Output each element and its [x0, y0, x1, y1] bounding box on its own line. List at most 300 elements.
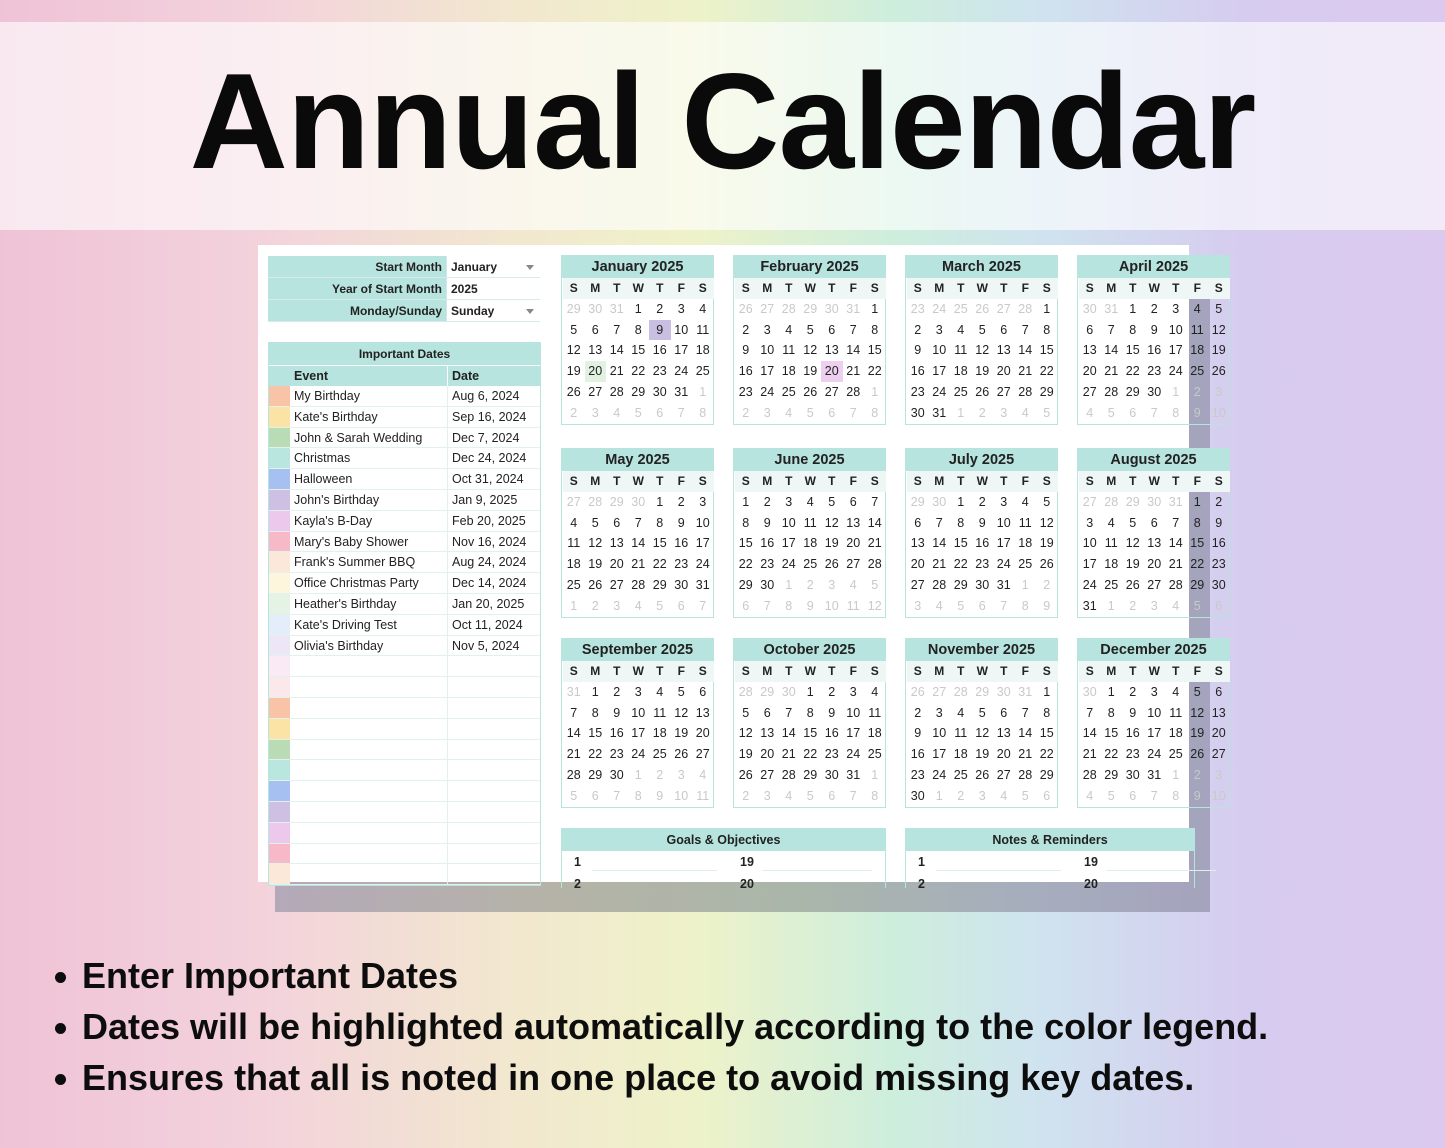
day-cell: 19: [975, 747, 990, 762]
important-date-row[interactable]: [269, 823, 540, 844]
day-cell: 22: [631, 364, 646, 379]
day-cell: 10: [1147, 705, 1162, 720]
day-cell: 25: [867, 747, 882, 762]
day-cell: 14: [1168, 536, 1183, 551]
week-start-select[interactable]: [446, 300, 540, 321]
event-cell[interactable]: John & Sarah Wedding: [294, 430, 423, 445]
date-cell[interactable]: Aug 6, 2024: [447, 386, 540, 406]
color-swatch: [269, 573, 290, 593]
day-cell-other-month: 1: [699, 384, 707, 399]
day-cell-other-month: 4: [935, 598, 943, 613]
day-cell: 28: [609, 384, 624, 399]
event-cell[interactable]: [292, 864, 447, 884]
month-title: February 2025: [734, 255, 885, 278]
setting-label: Monday/Sunday: [268, 300, 446, 321]
month-title: May 2025: [562, 448, 713, 471]
day-cell: 31: [996, 577, 1011, 592]
day-cell: 9: [978, 515, 986, 530]
important-date-row[interactable]: [269, 469, 540, 490]
day-cell: 13: [609, 536, 624, 551]
day-cell-other-month: 27: [996, 301, 1011, 316]
day-cell: 24: [846, 747, 861, 762]
weekday-header: M: [929, 661, 951, 682]
important-date-row[interactable]: [269, 407, 540, 428]
event-cell[interactable]: [292, 844, 447, 864]
day-cell: 7: [849, 322, 857, 337]
event-cell[interactable]: Office Christmas Party: [294, 576, 419, 591]
day-cell-other-month: 8: [1172, 405, 1180, 420]
important-date-row[interactable]: [269, 573, 540, 594]
day-cell: 27: [695, 747, 710, 762]
color-swatch: [269, 615, 290, 635]
day-cell: 8: [1107, 705, 1115, 720]
day-cell: 6: [763, 705, 771, 720]
day-cell: 16: [824, 726, 839, 741]
day-cell: 18: [652, 726, 667, 741]
day-cell: 18: [953, 364, 968, 379]
day-cell-other-month: 4: [1021, 405, 1029, 420]
day-cell-other-month: 2: [742, 405, 750, 420]
important-date-row[interactable]: [269, 386, 540, 407]
date-cell[interactable]: [447, 864, 540, 884]
day-cell-other-month: 29: [803, 301, 818, 316]
event-cell[interactable]: John's Birthday: [294, 492, 380, 507]
day-cell-other-month: 28: [1018, 301, 1033, 316]
day-cell: 5: [677, 684, 685, 699]
day-cell-other-month: 30: [588, 301, 603, 316]
day-cell: 29: [803, 767, 818, 782]
color-swatch: [269, 511, 290, 531]
day-cell: 28: [1018, 384, 1033, 399]
day-cell: 17: [846, 726, 861, 741]
day-cell: 16: [910, 747, 925, 762]
day-cell: 2: [828, 684, 836, 699]
day-cell: 16: [674, 536, 689, 551]
day-cell-other-month: 26: [910, 684, 925, 699]
day-cell-other-month: 7: [677, 405, 685, 420]
setting-start-month: [268, 256, 540, 278]
day-cell: 20: [760, 747, 775, 762]
day-cell-other-month: 2: [1193, 767, 1201, 782]
day-cell-other-month: 3: [1215, 767, 1223, 782]
date-cell[interactable]: [447, 844, 540, 864]
weekday-header: T: [993, 471, 1015, 492]
event-cell[interactable]: Christmas: [294, 451, 351, 466]
day-cell: 13: [695, 705, 710, 720]
important-date-row[interactable]: [269, 552, 540, 573]
weekday-header: F: [671, 471, 693, 492]
month-title: August 2025: [1078, 448, 1229, 471]
day-cell-other-month: 7: [613, 788, 621, 803]
day-cell-other-month: 4: [634, 598, 642, 613]
date-cell[interactable]: Nov 16, 2024: [447, 532, 540, 552]
month-calendar: [561, 638, 714, 808]
date-cell[interactable]: [447, 719, 540, 739]
day-cell: 1: [1193, 494, 1201, 509]
day-cell: 21: [631, 557, 646, 572]
day-cell: 3: [634, 684, 642, 699]
month-title: October 2025: [734, 638, 885, 661]
day-cell: 5: [1129, 515, 1137, 530]
day-cell: 27: [760, 767, 775, 782]
notes-row[interactable]: [906, 873, 1194, 895]
day-cell: 30: [760, 577, 775, 592]
day-cell-other-month: 6: [828, 788, 836, 803]
day-cell: 21: [932, 557, 947, 572]
day-cell: 28: [1168, 577, 1183, 592]
day-cell-other-month: 29: [609, 494, 624, 509]
day-cell: 13: [996, 726, 1011, 741]
important-date-row[interactable]: [269, 844, 540, 865]
date-cell[interactable]: [447, 802, 540, 822]
day-cell: 2: [742, 322, 750, 337]
color-swatch: [269, 677, 290, 697]
color-swatch: [269, 552, 290, 572]
event-cell[interactable]: Kate's Birthday: [294, 409, 378, 424]
date-cell[interactable]: [447, 677, 540, 697]
date-cell[interactable]: Dec 7, 2024: [447, 428, 540, 448]
day-cell: 9: [677, 515, 685, 530]
day-cell-other-month: 1: [935, 788, 943, 803]
day-cell-other-month: 28: [738, 684, 753, 699]
day-cell-other-month: 9: [656, 788, 664, 803]
event-cell[interactable]: Olivia's Birthday: [294, 638, 384, 653]
day-cell: 6: [1000, 322, 1008, 337]
date-cell[interactable]: Sep 16, 2024: [447, 407, 540, 427]
date-cell[interactable]: Jan 20, 2025: [447, 594, 540, 614]
important-date-row[interactable]: [269, 802, 540, 823]
date-cell[interactable]: Dec 14, 2024: [447, 573, 540, 593]
weekday-header: T: [606, 471, 628, 492]
day-cell: 13: [760, 726, 775, 741]
day-cell: 1: [634, 301, 642, 316]
start-year-input[interactable]: [446, 278, 540, 299]
weekday-header: T: [778, 471, 800, 492]
day-cell: 4: [1107, 515, 1115, 530]
day-cell-other-month: 7: [1000, 598, 1008, 613]
day-cell: 18: [953, 747, 968, 762]
day-cell: 31: [1147, 767, 1162, 782]
day-cell: 26: [975, 384, 990, 399]
date-cell[interactable]: Dec 24, 2024: [447, 448, 540, 468]
important-date-row[interactable]: [269, 594, 540, 615]
day-cell: 23: [674, 557, 689, 572]
date-cell[interactable]: [447, 781, 540, 801]
day-cell-other-month: 2: [978, 405, 986, 420]
day-cell: 31: [932, 405, 947, 420]
month-calendar: [905, 255, 1058, 425]
day-cell: 27: [846, 557, 861, 572]
day-cell: 7: [871, 494, 879, 509]
event-cell[interactable]: [292, 802, 447, 822]
month-grid: [1078, 471, 1229, 617]
important-dates-header: [269, 365, 540, 386]
day-cell: 3: [849, 684, 857, 699]
day-cell: 11: [1190, 322, 1204, 337]
day-cell: 11: [1104, 536, 1118, 551]
day-cell-other-month: 31: [566, 684, 581, 699]
important-date-row[interactable]: [269, 615, 540, 636]
day-cell-other-month: 29: [910, 494, 925, 509]
weekday-header: W: [628, 661, 650, 682]
day-cell: 3: [935, 705, 943, 720]
day-cell: 7: [1086, 705, 1094, 720]
day-cell: 15: [738, 536, 753, 551]
day-cell: 11: [803, 515, 817, 530]
date-cell[interactable]: Oct 31, 2024: [447, 469, 540, 489]
day-cell-other-month: 10: [824, 598, 839, 613]
day-cell: 8: [1043, 705, 1051, 720]
important-date-row[interactable]: [269, 719, 540, 740]
day-cell: 8: [742, 515, 750, 530]
day-cell-other-month: 10: [1211, 405, 1226, 420]
day-cell: 6: [914, 515, 922, 530]
day-cell: 1: [957, 494, 965, 509]
date-cell[interactable]: [447, 698, 540, 718]
day-cell: 8: [957, 515, 965, 530]
date-cell[interactable]: [447, 656, 540, 676]
important-date-row[interactable]: [269, 781, 540, 802]
day-cell: 23: [975, 557, 990, 572]
important-date-row[interactable]: [269, 490, 540, 511]
day-cell: 16: [609, 726, 624, 741]
weekday-header: F: [843, 661, 865, 682]
date-cell[interactable]: [447, 760, 540, 780]
day-cell: 30: [910, 788, 925, 803]
day-cell-other-month: 3: [613, 598, 621, 613]
month-title: June 2025: [734, 448, 885, 471]
month-title: November 2025: [906, 638, 1057, 661]
date-cell[interactable]: Jan 9, 2025: [447, 490, 540, 510]
day-cell: 14: [781, 726, 796, 741]
day-cell: 3: [699, 494, 707, 509]
day-cell-other-month: 8: [871, 788, 879, 803]
day-cell: 7: [570, 705, 578, 720]
day-cell-other-month: 26: [738, 301, 753, 316]
chevron-down-icon[interactable]: [526, 309, 534, 314]
event-cell[interactable]: [292, 698, 447, 718]
weekday-header: T: [606, 661, 628, 682]
day-cell: 2: [656, 301, 664, 316]
day-cell: 10: [781, 515, 796, 530]
chevron-down-icon[interactable]: [526, 265, 534, 270]
day-cell: 14: [867, 515, 882, 530]
day-cell: 6: [849, 494, 857, 509]
weekday-header: W: [972, 278, 994, 299]
important-date-row[interactable]: [269, 740, 540, 761]
day-cell: 12: [1211, 322, 1226, 337]
day-cell: 26: [738, 767, 753, 782]
weekday-header: W: [1144, 278, 1166, 299]
important-date-row[interactable]: [269, 448, 540, 469]
color-swatch: [269, 781, 290, 801]
day-cell: 1: [806, 684, 814, 699]
day-cell-other-month: 8: [1172, 788, 1180, 803]
day-cell: 17: [695, 536, 710, 551]
day-cell: 28: [867, 557, 882, 572]
event-cell[interactable]: Kate's Driving Test: [294, 617, 397, 632]
day-cell: 29: [1104, 767, 1119, 782]
event-cell[interactable]: [292, 823, 447, 843]
color-swatch: [269, 594, 290, 614]
day-cell-other-month: 8: [699, 405, 707, 420]
day-cell: 26: [1125, 577, 1140, 592]
day-cell: 13: [1147, 536, 1162, 551]
event-cell[interactable]: My Birthday: [294, 389, 360, 403]
setting-value: January: [451, 260, 498, 274]
date-cell[interactable]: [447, 823, 540, 843]
day-cell: 14: [1018, 726, 1033, 741]
day-cell: 30: [910, 405, 925, 420]
day-cell: 2: [1215, 494, 1223, 509]
day-cell: 27: [996, 384, 1011, 399]
day-cell: 28: [1082, 767, 1097, 782]
day-cell-other-month: 8: [1021, 598, 1029, 613]
day-cell-other-month: 25: [953, 301, 968, 316]
weekday-header: S: [692, 661, 714, 682]
important-date-row[interactable]: [269, 677, 540, 698]
setting-value: Sunday: [451, 304, 495, 318]
day-cell: 11: [954, 343, 968, 358]
day-cell: 3: [1150, 684, 1158, 699]
important-date-row[interactable]: [269, 636, 540, 657]
color-swatch: [269, 823, 290, 843]
date-cell[interactable]: Aug 24, 2024: [447, 552, 540, 572]
day-cell: 29: [1190, 577, 1205, 592]
day-cell: 2: [914, 705, 922, 720]
day-cell-other-month: 6: [591, 788, 599, 803]
day-cell: 18: [781, 364, 796, 379]
day-cell-other-month: 2: [1129, 598, 1137, 613]
day-cell: 30: [652, 384, 667, 399]
day-cell-other-month: 4: [785, 405, 793, 420]
day-cell-other-month: 31: [1168, 494, 1183, 509]
important-date-row[interactable]: [269, 532, 540, 553]
color-swatch: [269, 532, 290, 552]
goals-row[interactable]: [562, 873, 885, 895]
important-dates-table: [268, 342, 541, 886]
event-cell[interactable]: [292, 719, 447, 739]
date-cell[interactable]: Oct 11, 2024: [447, 615, 540, 635]
event-cell[interactable]: [292, 740, 447, 760]
important-date-row[interactable]: [269, 656, 540, 677]
day-cell: 3: [1086, 515, 1094, 530]
setting-value: 2025: [451, 282, 478, 296]
important-date-row[interactable]: [269, 428, 540, 449]
day-cell-other-month: 24: [932, 301, 947, 316]
month-title: January 2025: [562, 255, 713, 278]
day-cell: 31: [1082, 598, 1097, 613]
day-cell: 30: [674, 577, 689, 592]
event-cell[interactable]: [292, 781, 447, 801]
day-cell: 12: [803, 343, 818, 358]
date-cell[interactable]: Feb 20, 2025: [447, 511, 540, 531]
day-cell: 12: [1190, 705, 1205, 720]
day-cell-other-month: 30: [631, 494, 646, 509]
day-cell: 20: [1147, 557, 1162, 572]
day-cell: 12: [738, 726, 753, 741]
day-cell: 1: [742, 494, 750, 509]
day-cell-other-month: 28: [1104, 494, 1119, 509]
day-cell: 31: [695, 577, 710, 592]
weekday-header: S: [864, 278, 886, 299]
day-cell: 19: [1039, 536, 1054, 551]
day-cell: 15: [867, 343, 882, 358]
event-cell[interactable]: [292, 677, 447, 697]
day-cell: 27: [1082, 384, 1097, 399]
weekday-header: W: [628, 278, 650, 299]
day-cell: 10: [631, 705, 646, 720]
important-date-row[interactable]: [269, 698, 540, 719]
goals-row[interactable]: [562, 851, 885, 873]
event-cell[interactable]: Frank's Summer BBQ: [294, 555, 416, 570]
important-date-row[interactable]: [269, 864, 540, 885]
event-cell[interactable]: Kayla's B-Day: [294, 513, 373, 528]
setting-label: Year of Start Month: [268, 278, 446, 299]
day-cell: 14: [566, 726, 581, 741]
day-cell: 22: [1104, 747, 1119, 762]
day-cell: 21: [1082, 747, 1097, 762]
event-cell[interactable]: [292, 760, 447, 780]
day-cell-other-month: 29: [760, 684, 775, 699]
event-cell[interactable]: [292, 656, 447, 676]
weekday-header: T: [1165, 661, 1187, 682]
important-date-row[interactable]: [269, 511, 540, 532]
event-cell[interactable]: Mary's Baby Shower: [294, 534, 409, 549]
day-cell-other-month: 3: [1150, 598, 1158, 613]
day-cell: 14: [609, 343, 624, 358]
day-cell-other-month: 30: [996, 684, 1011, 699]
day-cell: 12: [674, 705, 689, 720]
day-cell: 29: [953, 577, 968, 592]
day-cell: 14: [846, 343, 861, 358]
day-cell: 21: [566, 747, 581, 762]
weekday-header: F: [1187, 471, 1209, 492]
day-cell: 2: [613, 684, 621, 699]
date-cell[interactable]: Nov 5, 2024: [447, 636, 540, 656]
color-swatch: [269, 428, 290, 448]
day-cell: 10: [1082, 536, 1097, 551]
day-cell: 13: [1211, 705, 1226, 720]
month-grid: [734, 661, 885, 807]
event-cell[interactable]: Halloween: [294, 472, 353, 487]
day-cell: 13: [588, 343, 603, 358]
day-cell-other-month: 7: [849, 405, 857, 420]
color-swatch: [269, 719, 290, 739]
notes-row[interactable]: [906, 851, 1194, 873]
event-cell[interactable]: Heather's Birthday: [294, 596, 397, 611]
day-cell: 15: [953, 536, 968, 551]
day-cell: 25: [1018, 557, 1033, 572]
weekday-header: T: [821, 661, 843, 682]
weekday-header: F: [843, 471, 865, 492]
day-cell: 4: [871, 684, 879, 699]
date-cell[interactable]: [447, 740, 540, 760]
important-date-row[interactable]: [269, 760, 540, 781]
day-cell-other-month: 5: [1021, 788, 1029, 803]
start-month-select[interactable]: [446, 256, 540, 277]
day-cell: 27: [609, 577, 624, 592]
day-cell-other-month: 9: [1043, 598, 1051, 613]
weekday-header: S: [907, 661, 929, 682]
color-swatch: [269, 802, 290, 822]
day-cell: 27: [1211, 747, 1226, 762]
day-cell: 3: [935, 322, 943, 337]
color-swatch: [269, 469, 290, 489]
day-cell: 22: [867, 364, 882, 379]
note-number: 19: [1084, 855, 1098, 869]
day-cell-other-month: 4: [1086, 405, 1094, 420]
